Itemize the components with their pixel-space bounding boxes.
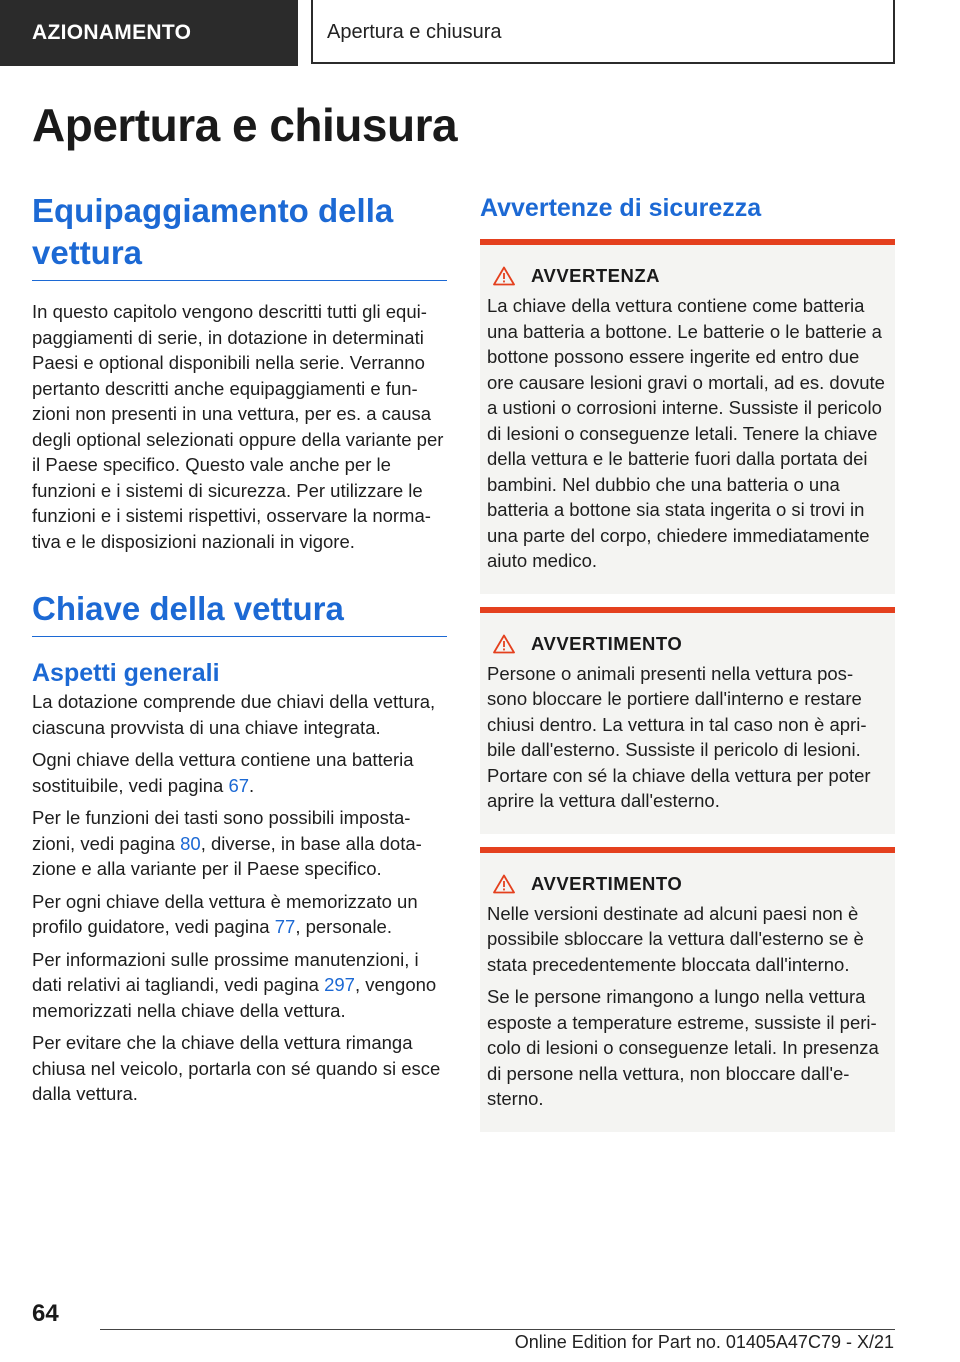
page-link-67[interactable]: 67 — [228, 774, 250, 796]
page-title: Apertura e chiusura — [32, 99, 458, 151]
equipment-heading: Equipaggiamento della vettura — [32, 190, 447, 281]
footer-divider — [100, 1329, 895, 1330]
warning-triangle-icon — [493, 634, 515, 654]
key-heading: Chiave della vettura — [32, 588, 447, 637]
general-p5: Per informazioni sulle prossime manutenzioni, i dati relativi ai tagliandi, vedi pagina 297, vengono memorizzati nella chiave della vettura. — [32, 948, 437, 1021]
warning-text-3b: Se le persone rimangono a lungo nella vettura esposte a temperature estreme, sussiste il pericolo di lesioni o conseguenze letali. In presenza di persone nella vettura, non bloccare dall'esterno. — [487, 986, 879, 1109]
warning-triangle-icon — [493, 266, 515, 286]
edition-note: Online Edition for Part no. 01405A47C79 - X/21 — [514, 1332, 894, 1352]
warning-triangle-icon — [493, 874, 515, 894]
general-p3: Per le funzioni dei tasti sono possibili impostazioni, vedi pagina 80, diverse, in base alla dotazione e alla variante per il Paese specifico. — [32, 807, 422, 879]
page-link-80[interactable]: 80 — [180, 832, 201, 854]
left-column — [32, 190, 447, 1107]
warning-box-1 — [480, 239, 895, 594]
equipment-text: In questo capitolo vengono descritti tutti gli equipaggiamenti di serie, in dotazione in determinati Paesi e optional disponibili nella serie. Verranno pertanto descritti anche equipaggiamenti e funzioni non presenti in una vettura, per es. a causa degli optional selezionati oppure della variante per il Paese specifico. Questo vale anche per le funzioni e i sistemi di sicurezza. Per utilizzare le funzioni e i sistemi rispettivi, osservare la normativa e le disposizioni nazionali in vigore. — [32, 301, 444, 552]
general-p1: La dotazione comprende due chiavi della vettura, ciascuna provvista di una chiave integrata. — [32, 691, 436, 738]
warning-title-3: AVVERTIMENTO — [487, 873, 887, 895]
section-label: AZIONAMENTO — [0, 0, 298, 66]
warning-text-3a: Nelle versioni destinate ad alcuni paesi non è possibile sbloccare la vettura dall'esterno se è stata precedentemente bloccata dall'interno. — [487, 902, 864, 975]
warning-box-3 — [480, 847, 895, 1132]
general-heading: Aspetti generali — [32, 659, 220, 687]
general-p4: Per ogni chiave della vettura è memorizzato un profilo guidatore, vedi pagina 77, personale. — [32, 890, 418, 937]
warning-title-2: AVVERTIMENTO — [487, 633, 887, 655]
warning-box-2 — [480, 607, 895, 834]
page-header — [0, 0, 960, 66]
general-p2: Ogni chiave della vettura contiene una batteria sostituibile, vedi pagina 67. — [32, 749, 414, 796]
general-p6: Per evitare che la chiave della vettura rimanga chiusa nel veicolo, portarla con sé quando si esce dalla vettura. — [32, 1032, 441, 1104]
warning-title-1: AVVERTENZA — [487, 265, 887, 287]
page-number: 64 — [32, 1300, 59, 1327]
warning-text-2: Persone o animali presenti nella vettura possono bloccare le portiere dall'interno e restare chiusi dentro. La vettura in tal caso non è apribile dall'esterno. Sussiste il pericolo di lesioni. Portare con sé la chiave della vettura per poter aprire la vettura dall'esterno. — [487, 662, 871, 811]
warning-text-1: La chiave della vettura contiene come batteria una batteria a bottone. Le batterie o le batterie a bottone possono essere ingerite ed entro due ore causare lesioni gravi o mortali, ad es. dovute a ustioni o corrosioni interne. Sussiste il pericolo di lesioni o conseguenze letali. Tenere la chiave della vettura e le batterie fuori dalla portata dei bambini. Nel dubbio che una batteria o una batteria a bottone sia stata ingerita o si trovi in una parte del corpo, chiedere immediatamente aiuto medico. — [487, 295, 885, 571]
right-column — [480, 190, 895, 1132]
safety-heading: Avvertenze di sicurezza — [480, 194, 762, 222]
page-link-297[interactable]: 297 — [324, 974, 355, 995]
page-link-77[interactable]: 77 — [274, 916, 296, 937]
chapter-label: Apertura e chiusura — [311, 0, 895, 64]
